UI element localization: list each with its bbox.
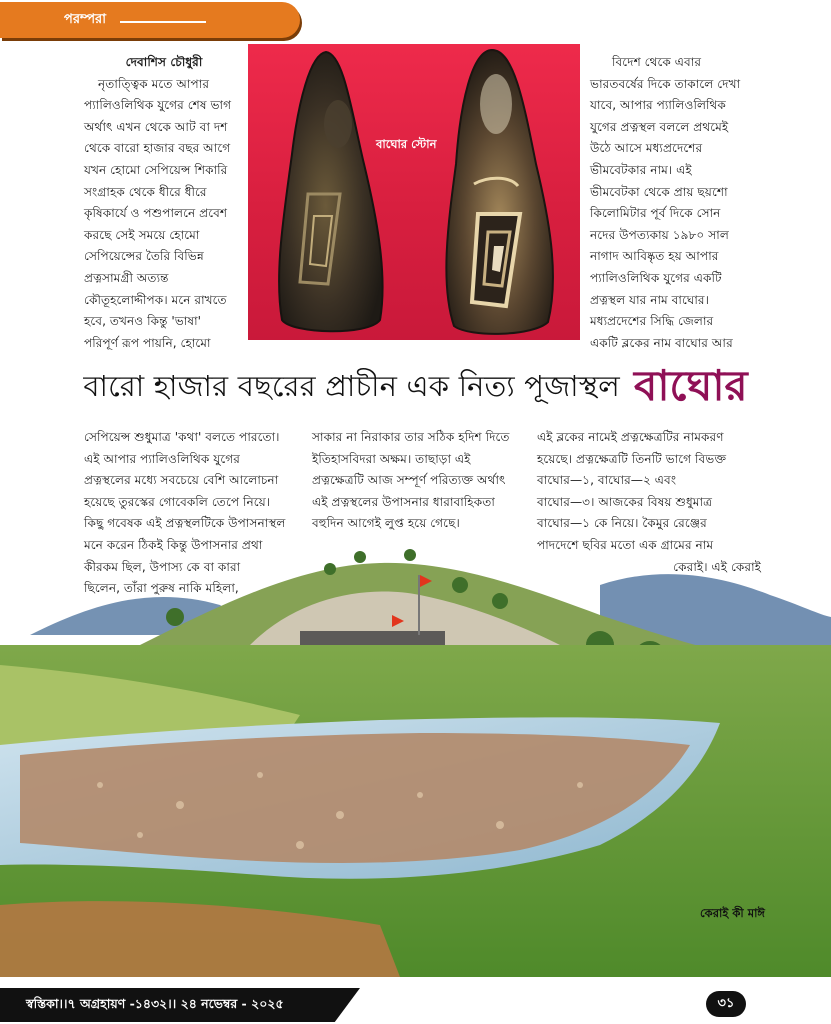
col3b-line: বাঘোর—৩। আজকের বিষয় শুধুমাত্র (537, 494, 713, 509)
footer-issue-info: স্বস্তিকা।।৭ অগ্রহায়ণ -১৪৩২।। ২৪ নভেম্বর - ২০২৫ (26, 996, 284, 1011)
author-byline: দেবাশিস চৌধুরী (125, 55, 203, 69)
col3b-line: পাদদেশে ছবির মতো এক গ্রামের নাম (537, 537, 714, 552)
col3b-line: বাঘোর—১ কে নিয়ে। কৈমুর রেঞ্জের (537, 516, 707, 531)
col1-line: যখন হোমো সেপিয়েন্স শিকারি (84, 162, 228, 177)
col2b-line: ইতিহাসবিদরা অক্ষম। তাছাড়া এই (312, 451, 471, 466)
col1b-line: ছিলেন, তাঁরা পুরুষ নাকি মহিলা, (84, 581, 239, 596)
col1-line: করছে সেই সময়ে হোমো (84, 227, 200, 242)
column-1-top (84, 52, 244, 354)
col3-line: নদের উপত্যকায় ১৯৮০ সাল (590, 227, 729, 242)
section-label: পরম্পরা (64, 12, 106, 27)
col2b-line: সাকার না নিরাকার তার সঠিক হদিশ দিতে (312, 430, 510, 444)
stone-illustration (248, 44, 580, 340)
col1-line: সেপিয়েন্সের তৈরি বিভিন্ন (84, 249, 204, 264)
col1-line: পরিপূর্ণ রূপ পায়নি, হোমো (84, 335, 211, 350)
col3-line: মধ্যপ্রদেশের সিদ্ধি জেলার (590, 314, 714, 329)
column-2-bottom (312, 427, 534, 535)
headline-main: বারো হাজার বছরের প্রাচীন এক নিত্য পূজাস্থল (83, 368, 620, 403)
col1b-line: কীরকম ছিল, উপাস্য কে বা কারা (84, 559, 241, 574)
col2b-line: এই প্রত্নস্থলের উপাসনার ধারাবাহিকতা (312, 494, 495, 509)
col1-line: নৃতাত্ত্বিক মতে আপার (98, 76, 210, 91)
col3-line: ভীমবেটকার নাম। এই (590, 162, 692, 177)
stone-photo (248, 44, 580, 340)
col1-line: হবে, তখনও কিন্তু 'ভাষা' (84, 314, 201, 329)
section-rule (120, 21, 206, 23)
col1b-line: হয়েছে তুরস্কের গোবেকলি তেপে নিয়ে। (84, 494, 271, 509)
col1-line: থেকে বারো হাজার বছর আগে (84, 141, 231, 156)
col3-line: কিলোমিটার পূর্ব দিকে সোন (590, 206, 721, 221)
col3-line: বিদেশ থেকে এবার (612, 55, 702, 69)
col1b-line: প্রত্নস্থলের মধ্যে সবচেয়ে বেশি আলোচনা (84, 473, 279, 488)
section-tab (0, 2, 300, 38)
col1b-line: এই আপার প্যালিওলিথিক যুগের (84, 451, 240, 466)
stone-caption: বাঘোর স্টোন (376, 137, 437, 151)
col3-line: যুগের প্রত্নস্থল বললে প্রথমেই (590, 119, 729, 134)
col3-line: যাবে, আপার প্যালিওলিথিক (590, 98, 726, 113)
col3b-line: বাঘোর—১, বাঘোর—২ এবং (537, 473, 677, 488)
col1-line: প্যালিওলিথিক যুগের শেষ ভাগ (84, 98, 232, 113)
col3b-line: হয়েছে। প্রত্নক্ষেত্রটি তিনটি ভাগে বিভক্ত (537, 451, 727, 466)
col3b-line: এই ব্লকের নামেই প্রত্নক্ষেত্রটির নামকরণ (537, 430, 724, 444)
headline-accent: বাঘোর (633, 360, 748, 410)
col3-line: নাগাদ আবিষ্কৃত হয় আপার (590, 249, 719, 264)
col1b-line: কিছু গবেষক এই প্রত্নস্থলটিকে উপাসনাস্থল (84, 516, 286, 531)
col1-line: কৃষিকার্যে ও পশুপালনে প্রবেশ (84, 206, 228, 221)
col3-line: প্যালিওলিথিক যুগের একটি (590, 270, 722, 285)
col3b-line: কেরাই। এই কেরাই (673, 559, 761, 574)
col1b-line: মনে করেন ঠিকই কিন্তু উপাসনার প্রথা (84, 537, 263, 552)
col3-line: উঠে আসে মধ্যপ্রদেশের (590, 141, 703, 156)
col1-line: সংগ্রাহক থেকে ধীরে ধীরে (84, 184, 207, 199)
column-3-top (590, 52, 765, 354)
col3-line: একটি ব্লকের নাম বাঘোর আর (590, 335, 733, 350)
col1b-line: সেপিয়েন্স শুধুমাত্র 'কথা' বলতে পারতো। (84, 430, 280, 444)
col2b-line: প্রত্নক্ষেত্রটি আজ সম্পূর্ণ পরিত্যক্ত অর্থাৎ (312, 473, 506, 488)
col1-line: প্রত্নসামগ্রী অত্যন্ত (84, 270, 169, 285)
col3-line: ভারতবর্ষের দিকে তাকালে দেখা (590, 76, 741, 91)
page-number: ৩১ (706, 991, 746, 1017)
landscape-caption: কেরাই কী মাঈ (700, 906, 765, 920)
col3-line: ভীমবেটকা থেকে প্রায় ছয়শো (590, 184, 728, 199)
article-headline (0, 360, 831, 416)
col1-line: কৌতূহলোদ্দীপক। মনে রাখতে (84, 292, 227, 307)
col2b-line: বহুদিন আগেই লুপ্ত হয়ে গেছে। (312, 516, 460, 531)
col1-line: অর্থাৎ এখন থেকে আট বা দশ (84, 119, 228, 134)
col3-line: প্রত্নস্থল যার নাম বাঘোর। (590, 292, 709, 307)
